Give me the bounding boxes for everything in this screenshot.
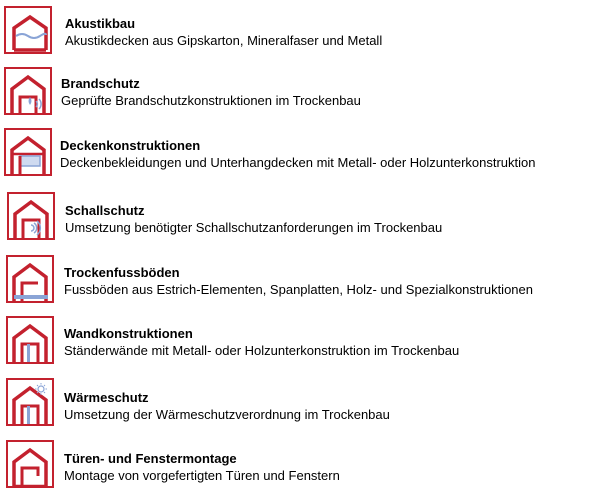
service-title: Türen- und Fenstermontage <box>64 451 237 466</box>
service-title: Deckenkonstruktionen <box>60 138 201 153</box>
service-description: Umsetzung benötigter Schallschutzanforderungen im Trockenbau <box>65 220 443 235</box>
service-title: Schallschutz <box>65 203 145 218</box>
doors-windows-house-icon <box>6 440 54 488</box>
service-title: Wandkonstruktionen <box>64 326 193 341</box>
service-title: Brandschutz <box>61 76 140 91</box>
ceiling-house-icon <box>4 128 52 176</box>
service-description: Ständerwände mit Metall- oder Holzunterkonstruktion im Trockenbau <box>64 343 460 358</box>
acoustic-house-icon <box>4 6 52 54</box>
service-description: Fussböden aus Estrich-Elementen, Spanplatten, Holz- und Spezialkonstruktionen <box>64 282 533 297</box>
service-title: Akustikbau <box>65 16 136 31</box>
wall-house-icon <box>6 316 54 364</box>
dry-floor-house-icon <box>6 255 54 303</box>
service-description: Geprüfte Brandschutzkonstruktionen im Trockenbau <box>61 93 361 108</box>
soundproofing-house-icon <box>7 192 55 240</box>
service-title: Wärmeschutz <box>64 390 149 405</box>
service-description: Deckenbekleidungen und Unterhangdecken mit Metall- oder Holzunterkonstruktion <box>60 155 536 170</box>
thermal-insulation-house-icon <box>6 378 54 426</box>
service-description: Akustikdecken aus Gipskarton, Mineralfaser und Metall <box>65 33 383 48</box>
service-title: Trockenfussböden <box>64 265 180 280</box>
fire-protection-house-icon <box>4 67 52 115</box>
service-description: Montage von vorgefertigten Türen und Fenstern <box>64 468 340 483</box>
service-description: Umsetzung der Wärmeschutzverordnung im Trockenbau <box>64 407 390 422</box>
